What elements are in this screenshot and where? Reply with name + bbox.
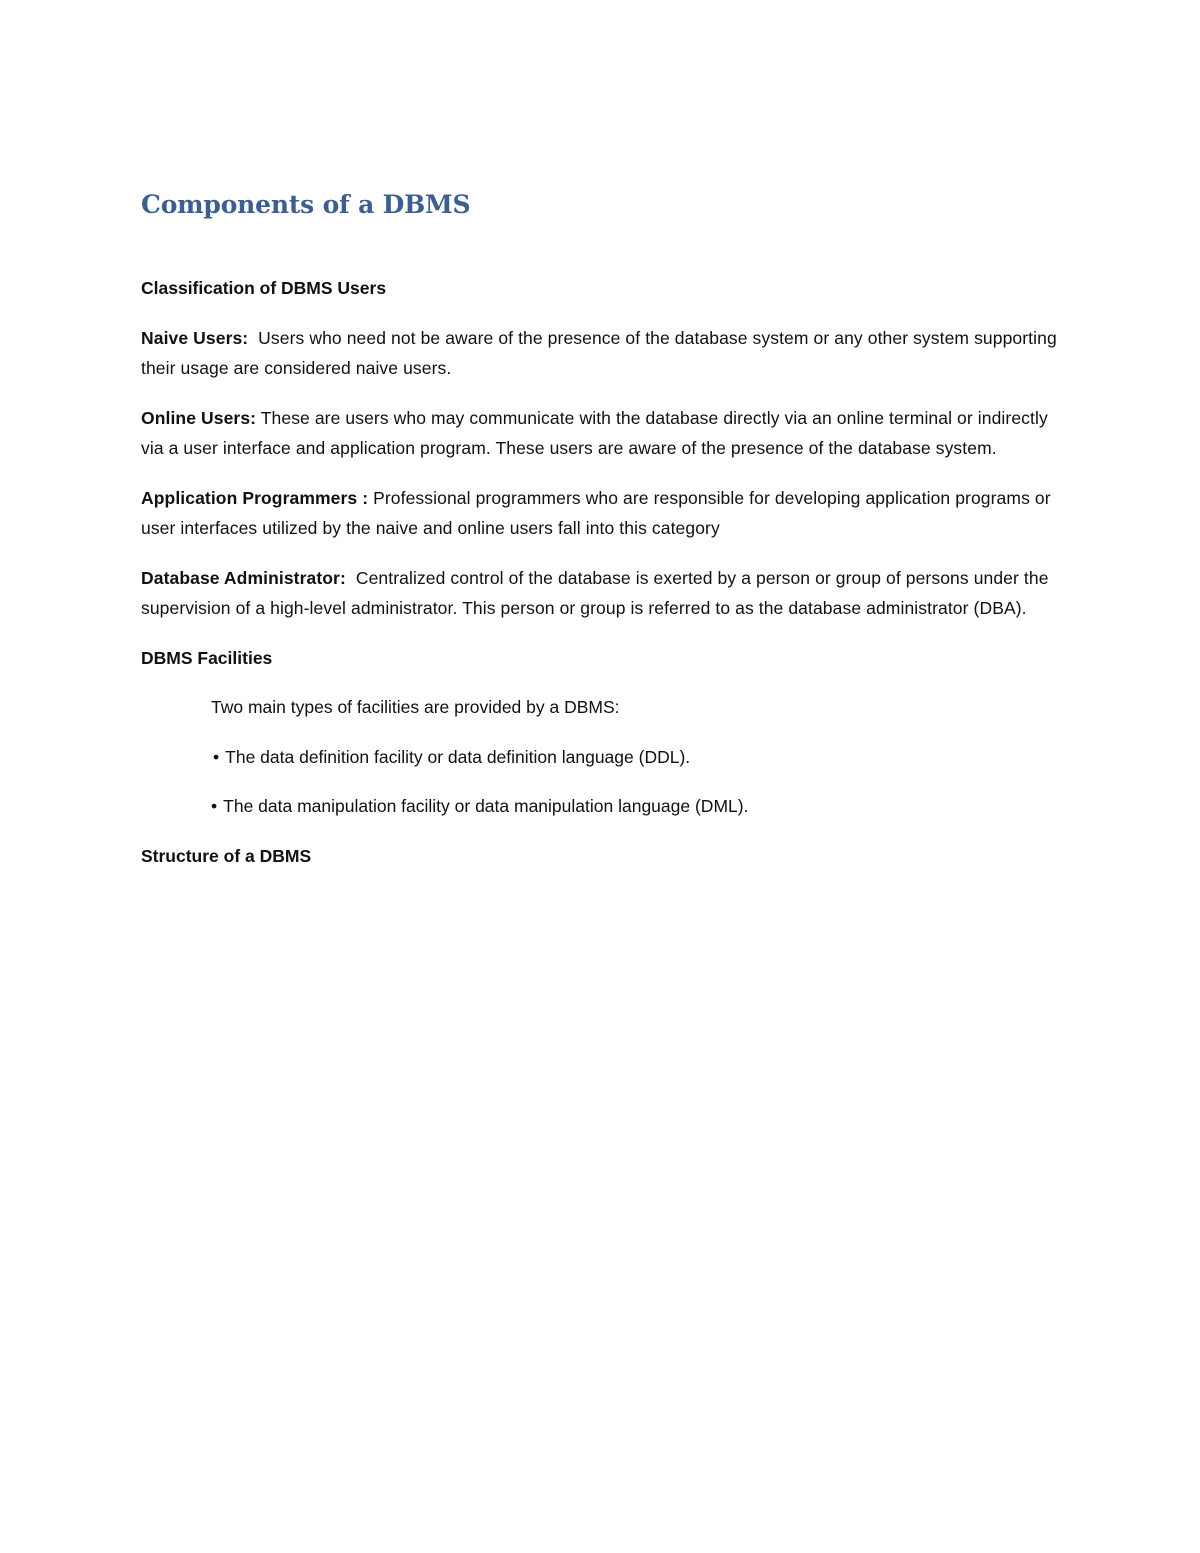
list-item-text: The data manipulation facility or data manipulation language (DML). [223,796,749,816]
user-type-description: Professional programmers who are responsible for developing application programs or user interfaces utilized by the naive and online users fall into this category [141,487,1051,538]
bullet-icon: • [211,796,218,816]
user-type-term: Database Administrator: [141,567,346,588]
document-title: Components of a DBMS [141,190,471,219]
user-type-online [141,403,1061,464]
user-type-term: Naive Users: [141,327,249,348]
users-section-heading: Classification of DBMS Users [141,278,387,298]
facilities-intro: Two main types of facilities are provided by a DBMS: [211,697,620,717]
bullet-icon: • [213,746,220,767]
facilities-section-heading: DBMS Facilities [141,647,273,668]
structure-section-heading: Structure of a DBMS [141,845,312,866]
user-type-description: Centralized control of the database is exerted by a person or group of persons under the supervision of a high-level administrator. This person or group is referred to as the database administrator (DBA). [141,567,1049,618]
user-type-naive [141,323,1061,384]
list-item [211,791,1061,822]
user-type-term: Online Users: [141,407,257,428]
document-body [141,185,1061,890]
user-type-term: Application Programmers : [141,487,369,508]
list-item-text: The data definition facility or data definition language (DDL). [225,746,691,767]
user-type-description: Users who need not be aware of the presence of the database system or any other system supporting their usage are considered naive users. [141,327,1057,378]
user-type-application-programmers [141,483,1061,544]
user-type-description: These are users who may communicate with the database directly via an online terminal or indirectly via a user interface and application program. These users are aware of the presence of the database system. [141,407,1048,458]
user-type-database-administrator [141,563,1061,624]
list-item [213,742,1061,773]
